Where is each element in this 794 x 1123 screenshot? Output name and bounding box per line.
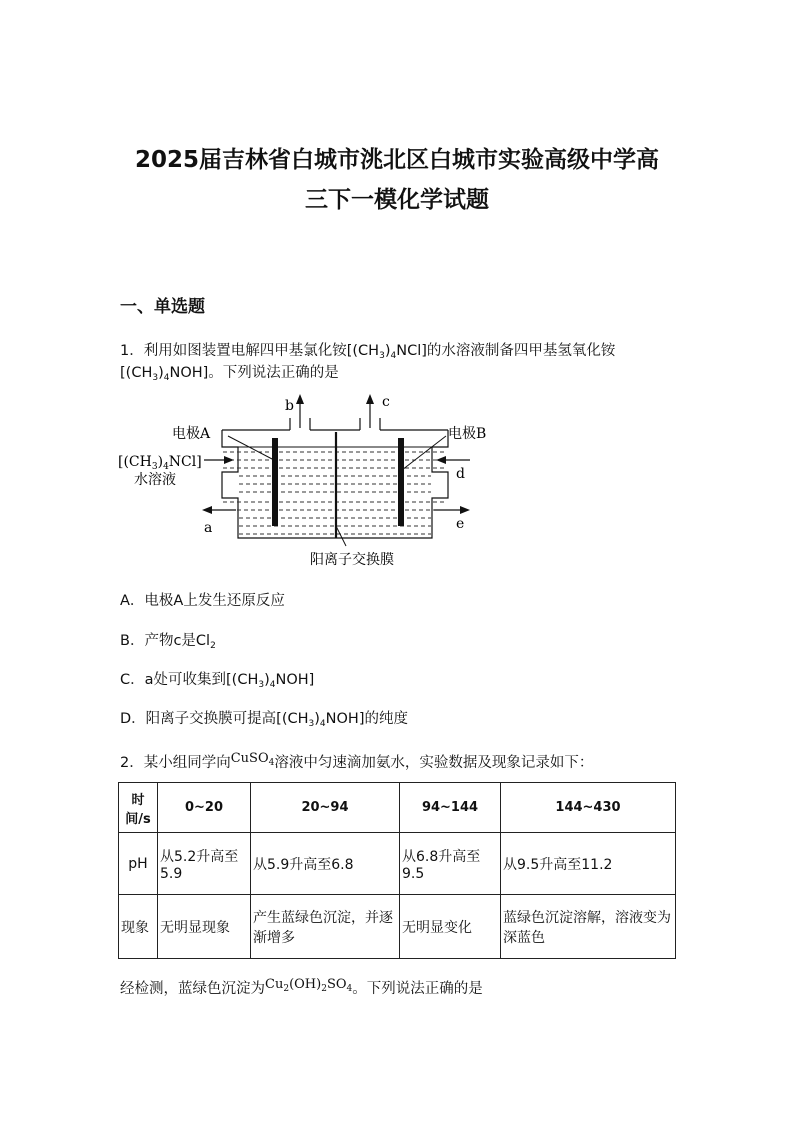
table-cell: 从9.5升高至11.2 — [501, 833, 676, 895]
table-header-cell: 20~94 — [251, 783, 400, 833]
table-header-cell: 0~20 — [158, 783, 251, 833]
table-header-cell: 144~430 — [501, 783, 676, 833]
q2-data-table — [118, 782, 676, 959]
electrode-a-label: 电极A — [172, 426, 211, 442]
table-cell: 无明显现象 — [158, 895, 251, 959]
table-row — [119, 783, 676, 833]
table-cell: 产生蓝绿色沉淀，并逐渐增多 — [251, 895, 400, 959]
section-heading: 一、单选题 — [120, 297, 205, 317]
table-header-cell: 94~144 — [400, 783, 501, 833]
electrolysis-diagram — [110, 390, 510, 570]
paper-title-line2: 三下一模化学试题 — [305, 187, 489, 213]
electrode-b-label: 电极B — [448, 426, 487, 442]
feed-label: $[(CH_3)_4NCl]$ — [118, 454, 202, 472]
q1-option-a: A．电极A上发生还原反应 — [120, 593, 285, 609]
membrane-label: 阳离子交换膜 — [310, 552, 394, 568]
table-cell: 蓝绿色沉淀溶解，溶液变为深蓝色 — [501, 895, 676, 959]
q1-stem: 1．利用如图装置电解四甲基氯化铵$[(CH_3)_4NCl]$的水溶液制备四甲基氢氧化铵 $[(CH_3)_4NOH]$。下列说法正确的是 — [120, 343, 616, 383]
inlet-d-label: d — [456, 466, 465, 482]
outlet-a-label: a — [204, 520, 213, 536]
outlet-b-label: b — [285, 398, 294, 414]
q1-option-b: B．产物c是$Cl_2$ — [120, 633, 216, 651]
paper-title-line1: 2025届吉林省白城市洮北区白城市实验高级中学高 — [134, 147, 659, 173]
table-row-label-observation: 现象 — [119, 895, 158, 959]
outlet-e-label: e — [456, 516, 465, 532]
table-row — [119, 895, 676, 959]
table-cell: 从6.8升高至9.5 — [400, 833, 501, 895]
table-row-label-ph: pH — [119, 833, 158, 895]
q2-after-table: 经检测，蓝绿色沉淀为$Cu_2(OH)_2SO_4$。下列说法正确的是 — [120, 977, 483, 997]
table-cell: 从5.9升高至6.8 — [251, 833, 400, 895]
table-cell: 从5.2升高至5.9 — [158, 833, 251, 895]
table-header-time: 时间/s — [119, 783, 158, 833]
feed-label-line2: 水溶液 — [134, 472, 176, 488]
outlet-c-label: c — [382, 394, 390, 410]
q2-stem: 2．某小组同学向CuSO$_4$溶液中匀速滴加氨水，实验数据及现象记录如下： — [120, 751, 594, 771]
electrode-a — [272, 438, 278, 526]
table-cell: 无明显变化 — [400, 895, 501, 959]
q1-option-d: D．阳离子交换膜可提高$[(CH_3)_4NOH]$的纯度 — [120, 711, 408, 729]
electrode-b — [398, 438, 404, 526]
table-row — [119, 833, 676, 895]
q1-option-c: C．a处可收集到$[(CH_3)_4NOH]$ — [120, 672, 315, 690]
